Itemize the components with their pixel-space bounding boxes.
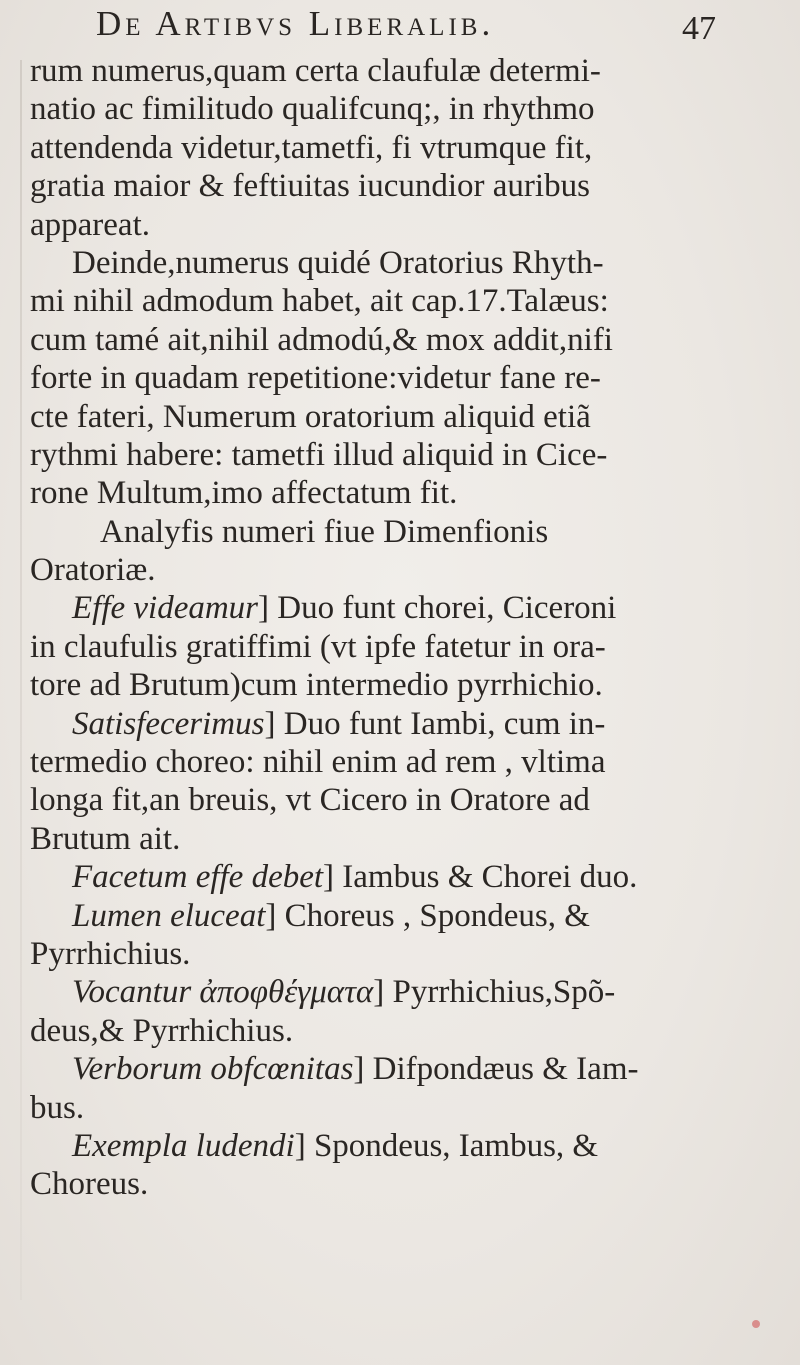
lemma-bracket: ] <box>265 897 285 934</box>
line-text: bus. <box>30 1089 85 1126</box>
line-text: rythmi habere: tametfi illud aliquid in Cice- <box>30 436 608 473</box>
text-line <box>30 167 770 205</box>
text-line <box>30 628 770 666</box>
line-text: Duo funt Iambi, cum in- <box>283 705 606 742</box>
text-line <box>30 1050 770 1088</box>
lemma: Effe videamur <box>72 590 259 627</box>
text-line <box>30 282 770 320</box>
text-line <box>30 935 770 973</box>
lemma-bracket: ] <box>258 590 278 627</box>
text-line <box>30 129 770 167</box>
text-line <box>30 858 770 896</box>
text-line <box>30 436 770 474</box>
line-text: Pyrrhichius,Spõ- <box>392 974 616 1011</box>
text-line <box>30 973 770 1011</box>
text-line <box>30 1127 770 1165</box>
line-text: Difpondæus & Iam- <box>372 1051 639 1088</box>
lemma: Lumen eluceat <box>72 897 266 934</box>
text-line <box>30 820 770 858</box>
lemma-bracket: ] <box>323 859 343 896</box>
text-line <box>30 398 770 436</box>
text-line <box>30 244 770 282</box>
line-text: rum numerus,quam certa claufulæ determi- <box>30 53 601 89</box>
line-text: Choreus , Spondeus, & <box>284 897 590 934</box>
line-text: Choreus. <box>30 1166 149 1203</box>
line-text: gratia maior & feftiuitas iucundior auribus <box>30 168 590 205</box>
gutter-shadow <box>20 60 22 1300</box>
line-text: Analyfis numeri fiue Dimenfionis <box>100 513 549 550</box>
text-line <box>30 589 770 627</box>
lemma-bracket: ] <box>294 1127 314 1164</box>
line-text: Duo funt chorei, Ciceroni <box>277 590 617 627</box>
text-line <box>30 1165 770 1203</box>
line-text: termedio choreo: nihil enim ad rem , vltima <box>30 744 606 781</box>
text-line <box>30 513 770 551</box>
lemma-bracket: ] <box>373 974 393 1011</box>
line-text: cum tamé ait,nihil admodú,& mox addit,nifi <box>30 321 613 358</box>
lemma: Satisfecerimus <box>72 705 265 742</box>
text-line <box>30 781 770 819</box>
line-text: Brutum ait. <box>30 820 181 857</box>
running-head: De Artibvs Liberalib. <box>96 4 495 43</box>
text-line <box>30 206 770 244</box>
lemma-bracket: ] <box>353 1051 373 1088</box>
line-text: Iambus & Chorei duo. <box>342 859 638 896</box>
line-text: Oratoriæ. <box>30 552 156 589</box>
body-text <box>30 52 770 1204</box>
lemma: Vocantur ἀποφθέγματα <box>72 974 374 1011</box>
text-line <box>30 1089 770 1127</box>
text-line <box>30 743 770 781</box>
text-line <box>30 1012 770 1050</box>
text-line <box>30 52 770 90</box>
line-text: forte in quadam repetitione:videtur fane re- <box>30 360 601 397</box>
text-line <box>30 666 770 704</box>
text-line <box>30 551 770 589</box>
line-text: Pyrrhichius. <box>30 935 191 972</box>
ink-stain <box>752 1320 760 1328</box>
line-text: rone Multum,imo affectatum fit. <box>30 475 458 512</box>
line-text: mi nihil admodum habet, ait cap.17.Talæus: <box>30 283 609 320</box>
text-line <box>30 474 770 512</box>
line-text: cte fateri, Numerum oratorium aliquid etiã <box>30 398 591 435</box>
page-header <box>96 4 716 48</box>
line-text: deus,& Pyrrhichius. <box>30 1012 294 1049</box>
line-text: Spondeus, Iambus, & <box>313 1127 599 1164</box>
page-number: 47 <box>682 10 716 47</box>
text-line <box>30 359 770 397</box>
lemma: Exempla ludendi <box>72 1127 295 1164</box>
text-line <box>30 321 770 359</box>
line-text: tore ad Brutum)cum intermedio pyrrhichio. <box>30 667 603 704</box>
line-text: attendenda videtur,tametfi, fi vtrumque fit, <box>30 129 593 166</box>
line-text: longa fit,an breuis, vt Cicero in Oratore ad <box>30 782 590 819</box>
text-line <box>30 897 770 935</box>
lemma: Verborum obfcœnitas <box>72 1051 354 1088</box>
line-text: appareat. <box>30 206 150 243</box>
text-line <box>30 90 770 128</box>
line-text: Deinde,numerus quidé Oratorius Rhyth- <box>72 244 604 281</box>
line-text: natio ac fimilitudo qualifcunq;, in rhythmo <box>30 91 595 128</box>
text-line <box>30 705 770 743</box>
lemma-bracket: ] <box>264 705 284 742</box>
line-text: in claufulis gratiffimi (vt ipfe fatetur in ora- <box>30 628 606 665</box>
lemma: Facetum effe debet <box>72 859 324 896</box>
